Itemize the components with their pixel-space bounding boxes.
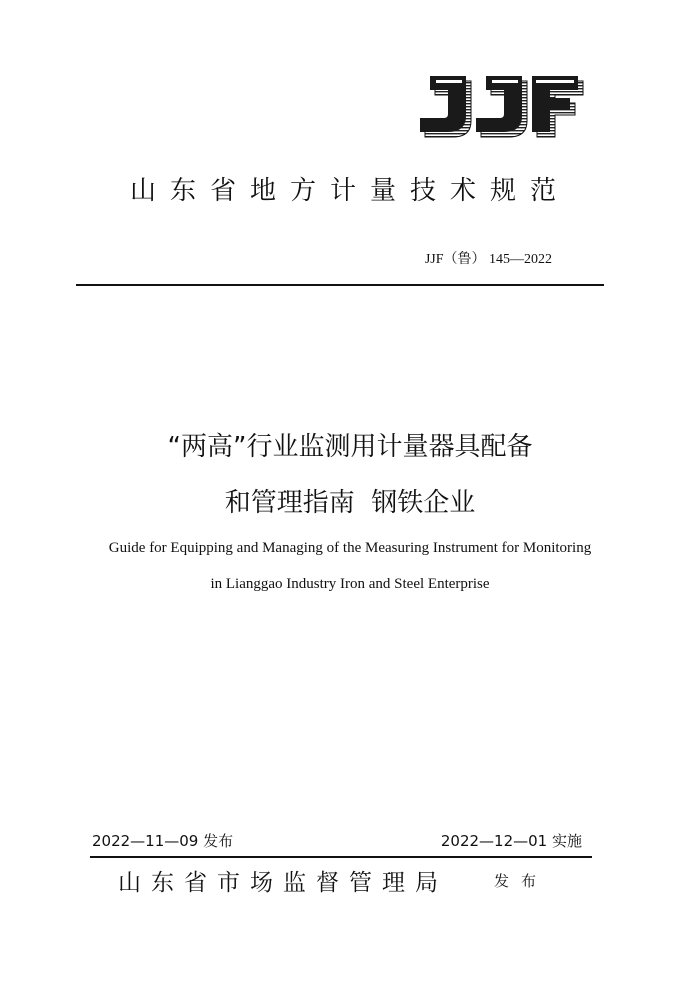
title-en-line2: in Lianggao Industry Iron and Steel Enterprise bbox=[210, 576, 490, 592]
publisher-name: 山东省市场监督管理局 bbox=[118, 870, 448, 896]
implementation-date: 2022—12—01 实施 bbox=[440, 832, 582, 850]
title-zh-line2: 和管理指南 钢铁企业 bbox=[224, 488, 476, 518]
jjf-logo bbox=[416, 74, 586, 140]
title-zh-line1: “两高”行业监测用计量器具配备 bbox=[167, 432, 533, 462]
title-en-line1: Guide for Equipping and Managing of the Measuring Instrument for Monitoring bbox=[108, 540, 592, 556]
header-divider bbox=[76, 284, 604, 286]
publish-label: 发布 bbox=[494, 872, 549, 890]
standard-series-title: 山东省地方计量技术规范 bbox=[129, 176, 570, 206]
footer-divider bbox=[90, 856, 592, 858]
issue-date: 2022—11—09 发布 bbox=[92, 832, 234, 850]
standard-code: JJF（鲁） 145—2022 bbox=[424, 252, 552, 267]
